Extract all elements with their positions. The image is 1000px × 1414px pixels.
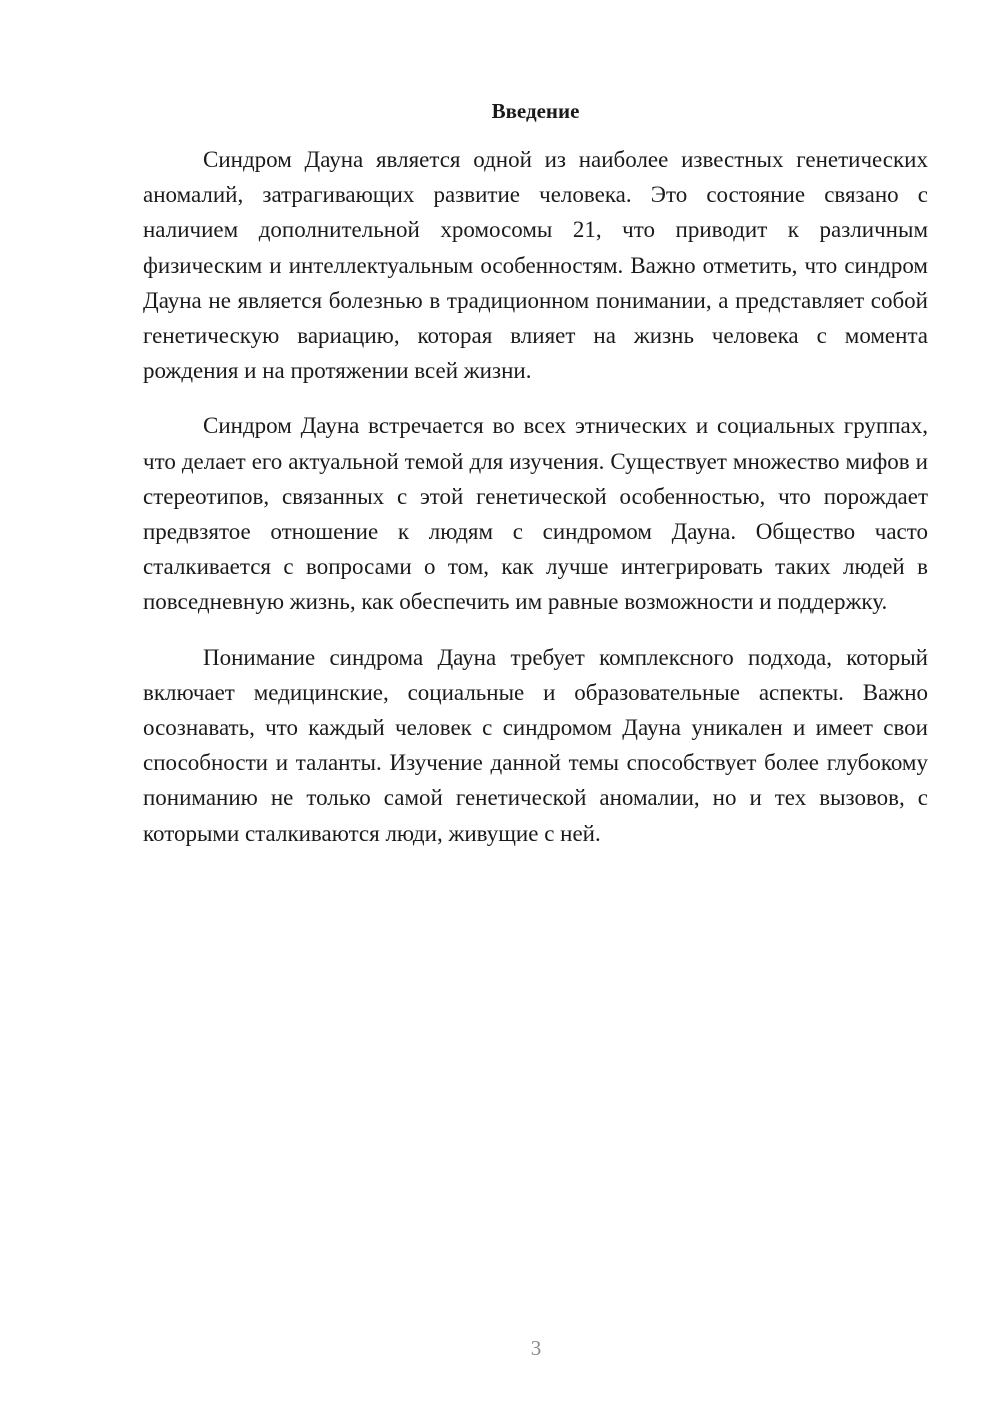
page-number: 3 xyxy=(530,1336,542,1360)
paragraph-3: Понимание синдрома Дауна требует комплексного подхода, который включает медицинские, социальные и образовательные аспекты. Важно осознавать, что каждый человек с синдромом Дауна уникален и имеет свои способности и таланты. Изучение данной темы способствует более глубокому пониманию не только самой генетической аномалии, но и тех вызовов, с которыми сталкиваются люди, живущие с ней. xyxy=(143,644,928,846)
paragraph-1: Синдром Дауна является одной из наиболее известных генетических аномалий, затрагивающих развитие человека. Это состояние связано с наличием дополнительной хромосомы 21, что приводит к различным физическим и интеллектуальным особенностям. Важно отметить, что синдром Дауна не является болезнью в традиционном понимании, а представляет собой генетическую вариацию, которая влияет на жизнь человека с момента рождения и на протяжении всей жизни. xyxy=(143,147,928,384)
paragraph-2: Синдром Дауна встречается во всех этнических и социальных группах, что делает его актуальной темой для изучения. Существует множество мифов и стереотипов, связанных с этой генетической особенностью, что порождает предвзятое отношение к людям с синдромом Дауна. Общество часто сталкивается с вопросами о том, как лучше интегрировать таких людей в повседневную жизнь, как обеспечить им равные возможности и поддержку. xyxy=(143,413,928,615)
section-heading: Введение xyxy=(491,99,580,123)
body-text xyxy=(143,142,928,871)
